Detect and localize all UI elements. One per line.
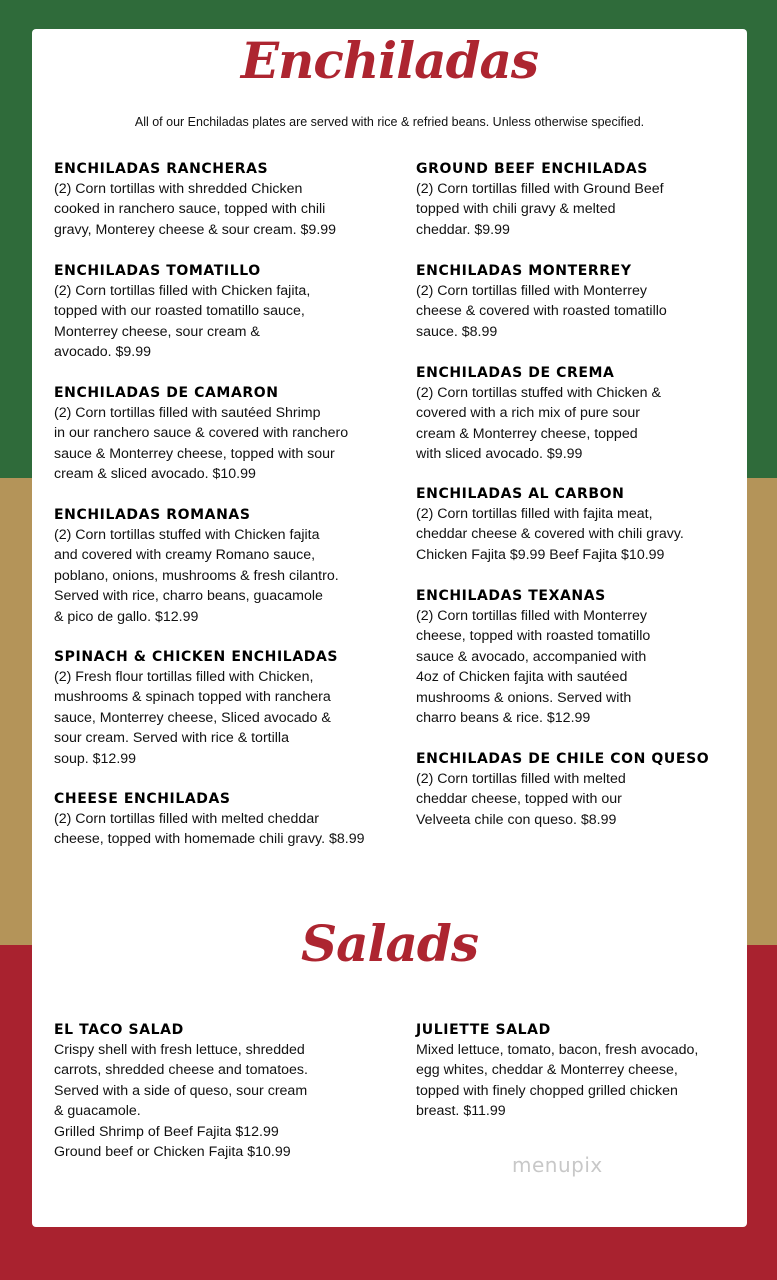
menu-item [416,586,756,728]
item-name: ENCHILADAS DE CAMARON [54,385,279,401]
item-description: (2) Corn tortillas stuffed with Chicken fajita and covered with creamy Romano sauce, poblano, onions, mushrooms & fresh cilantro. Served with rice, charro beans, guacamole & pico de gallo. $12.99 [54,527,339,625]
menu-item [416,749,756,830]
item-name: ENCHILADAS ROMANAS [54,507,251,523]
menu-item [54,159,394,240]
menu-item [416,159,756,240]
item-name: ENCHILADAS TOMATILLO [54,263,261,279]
menu-item [54,1020,394,1162]
item-name: ENCHILADAS TEXANAS [416,588,606,604]
menu-item [416,261,756,342]
item-description: (2) Corn tortillas stuffed with Chicken & covered with a rich mix of pure sour cream & Monterrey cheese, topped with sliced avocado. $9.99 [416,385,661,463]
item-name: JULIETTE SALAD [416,1022,551,1038]
menu-card [32,29,747,1227]
salads-title: Salads [300,914,478,973]
menu-item [416,484,756,565]
item-name: CHEESE ENCHILADAS [54,791,231,807]
menu-item [54,261,394,363]
item-name: SPINACH & CHICKEN ENCHILADAS [54,649,339,665]
item-description: (2) Corn tortillas filled with Monterrey cheese, topped with roasted tomatillo sauce & avocado, accompanied with 4oz of Chicken fajita with sautéed mushrooms & onions. Served with charro beans & rice. $12.99 [416,608,651,727]
item-description: Crispy shell with fresh lettuce, shredded carrots, shredded cheese and tomatoes. Served with a side of queso, sour cream & guacamole. Grilled Shrimp of Beef Fajita $12.99 Ground beef or Chicken Fajita $10.99 [54,1042,308,1161]
menu-item [54,789,414,850]
item-name: ENCHILADAS RANCHERAS [54,161,269,177]
menupix-watermark: menupix [512,1153,603,1177]
item-description: (2) Corn tortillas filled with Monterrey cheese & covered with roasted tomatillo sauce. $8.99 [416,283,667,340]
item-name: EL TACO SALAD [54,1022,184,1038]
item-name: ENCHILADAS DE CHILE CON QUESO [416,751,710,767]
menu-item [54,383,394,485]
item-description: (2) Corn tortillas filled with melted cheddar cheese, topped with our Velveeta chile con queso. $8.99 [416,771,626,828]
item-name: ENCHILADAS MONTERREY [416,263,632,279]
menu-item [416,363,756,465]
item-name: ENCHILADAS DE CREMA [416,365,615,381]
item-description: (2) Corn tortillas filled with melted cheddar cheese, topped with homemade chili gravy. $8.99 [54,811,365,848]
enchiladas-intro: All of our Enchiladas plates are served with rice & refried beans. Unless otherwise specified. [134,115,645,129]
enchiladas-title: Enchiladas [240,31,539,90]
menu-item [54,505,394,627]
item-description: (2) Corn tortillas filled with Ground Beef topped with chili gravy & melted cheddar. $9.99 [416,181,664,238]
item-description: (2) Fresh flour tortillas filled with Chicken, mushrooms & spinach topped with ranchera sauce, Monterrey cheese, Sliced avocado & sour cream. Served with rice & tortilla soup. $12.99 [54,669,331,767]
item-description: Mixed lettuce, tomato, bacon, fresh avocado, egg whites, cheddar & Monterrey cheese, topped with finely chopped grilled chicken breast. $11.99 [416,1042,699,1120]
item-name: GROUND BEEF ENCHILADAS [416,161,648,177]
item-description: (2) Corn tortillas filled with Chicken fajita, topped with our roasted tomatillo sauce, Monterrey cheese, sour cream & avocado. $9.99 [54,283,311,361]
item-description: (2) Corn tortillas filled with sautéed Shrimp in our ranchero sauce & covered with ranchero sauce & Monterrey cheese, topped with sour cream & sliced avocado. $10.99 [54,405,349,483]
menu-item [54,647,394,769]
item-description: (2) Corn tortillas filled with fajita meat, cheddar cheese & covered with chili gravy. Chicken Fajita $9.99 Beef Fajita $10.99 [416,506,684,563]
menu-item [416,1020,756,1122]
item-name: ENCHILADAS AL CARBON [416,486,625,502]
item-description: (2) Corn tortillas with shredded Chicken cooked in ranchero sauce, topped with chili gravy, Monterey cheese & sour cream. $9.99 [54,181,337,238]
